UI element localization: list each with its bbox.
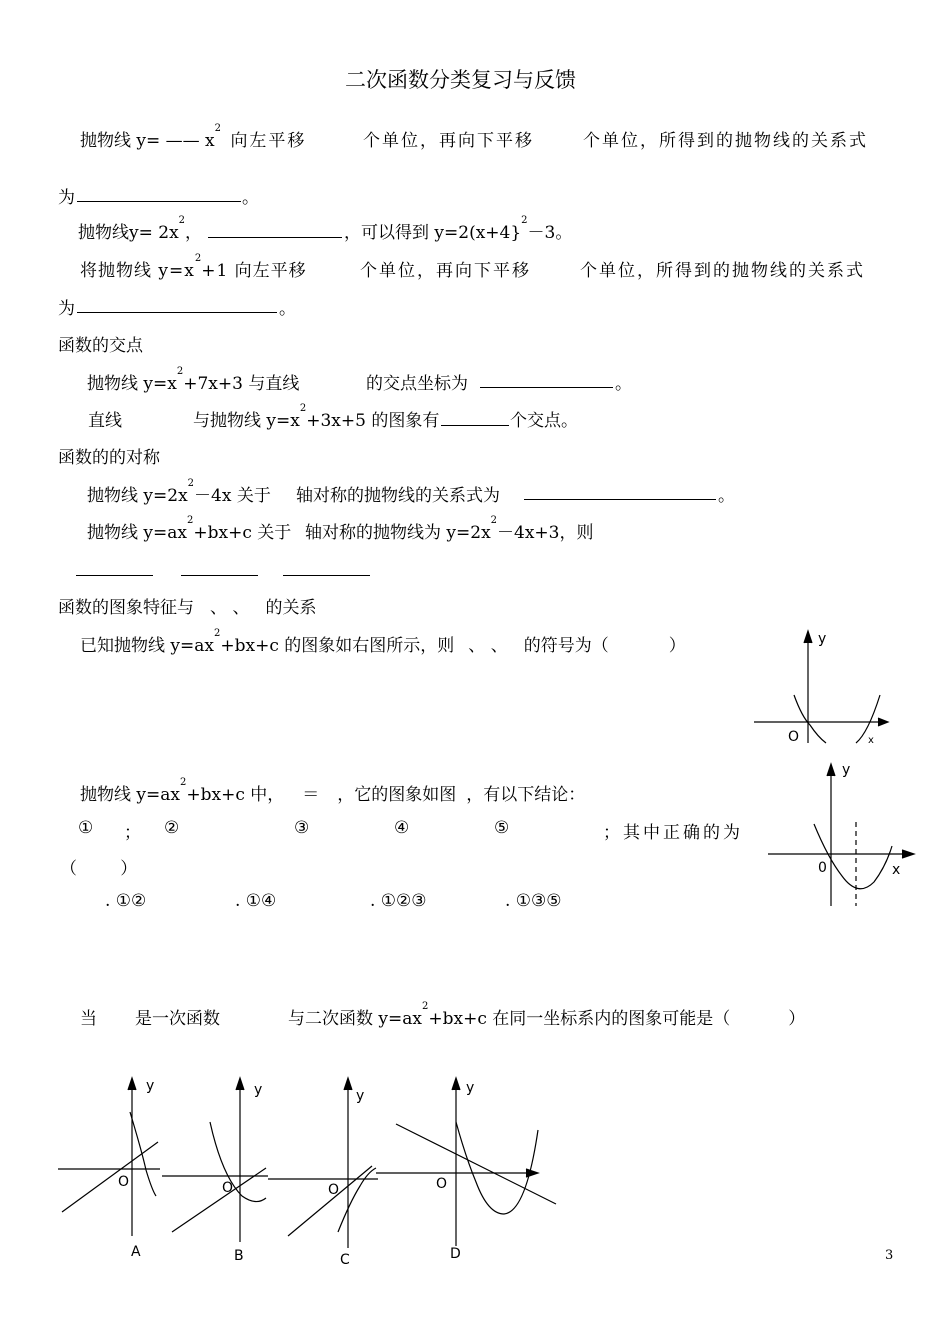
q8-label-x: x	[868, 735, 874, 746]
sec3-d: 的关系	[265, 598, 317, 618]
q10-text-a: 当	[80, 1009, 97, 1029]
q3-sup: 2	[194, 253, 202, 264]
graph-d-caption: D	[450, 1246, 461, 1262]
q9-label-x: x	[892, 862, 901, 878]
sec3-a: 函数的图象特征与	[58, 598, 194, 618]
q2-line	[78, 215, 203, 243]
q9-sup: 2	[179, 777, 187, 788]
q1-line2-end: 。	[242, 188, 259, 208]
graph-c-caption: C	[340, 1252, 350, 1268]
q9-item-5: ⑤	[494, 818, 510, 838]
graph-b-y-arrow-icon	[236, 1078, 244, 1090]
q5-answer-blank[interactable]	[441, 425, 509, 426]
graph-d-label-o: O	[436, 1176, 448, 1192]
q3-answer-blank[interactable]	[77, 312, 277, 313]
page-title: 二次函数分类复习与反馈	[345, 68, 576, 92]
q8-label-o: O	[788, 729, 800, 745]
q4-text-a: 抛物线 y=x	[87, 374, 177, 394]
q2-text-a: 抛物线y= 2x	[78, 223, 179, 243]
q9-option-a[interactable]: . ①②	[105, 891, 147, 911]
q2-text-c: ，可以得到 y=2(x+4}	[344, 223, 522, 243]
graph-b-label-y: y	[254, 1082, 263, 1098]
q7-sup: 2	[186, 515, 194, 526]
q10-sup: 2	[421, 1001, 429, 1012]
q9-option-b[interactable]: . ①④	[235, 891, 277, 911]
q8-text-c: 、	[468, 636, 477, 656]
q8-text-e: 的符号为（	[523, 636, 609, 656]
graph-b-caption: B	[234, 1248, 244, 1264]
page-number: 3	[885, 1248, 894, 1263]
q8-line	[80, 628, 686, 656]
section-heading-symmetry: 函数的的对称	[58, 448, 160, 468]
q9-text-b: +bx+c 中，	[186, 785, 285, 805]
q9-y-arrow-icon	[827, 764, 835, 776]
q1-text-a: 抛物线 y= —— x	[80, 131, 215, 151]
q10-line	[80, 1001, 806, 1029]
q10-text-b: 是一次函数	[135, 1009, 220, 1029]
q6-text-a: 抛物线 y=2x	[87, 486, 188, 506]
graph-a-label-y: y	[146, 1078, 155, 1094]
q2-sup2: 2	[521, 215, 528, 226]
q5-line	[193, 403, 440, 431]
q7-line	[87, 515, 292, 543]
graph-c-label-o: O	[328, 1182, 340, 1198]
graph-d-y-arrow-icon	[452, 1078, 460, 1090]
q4-text-b: +7x+3 与直线	[183, 374, 300, 394]
q9-item-4: ④	[394, 818, 410, 838]
q4-answer-blank[interactable]	[480, 387, 613, 388]
q4-text-c: 的交点坐标为	[366, 374, 468, 394]
q7-line-b	[305, 515, 594, 543]
q5-text-a: 直线	[88, 411, 122, 431]
section-heading-intersection: 函数的交点	[58, 336, 143, 356]
q1-text-b: 向左平移	[230, 131, 307, 151]
q9-label-zero: 0	[818, 860, 827, 876]
graph-b-line	[172, 1168, 266, 1232]
q9-text-e: ，有以下结论：	[466, 785, 586, 805]
q4-line	[87, 366, 300, 394]
q2-answer-blank[interactable]	[208, 237, 342, 238]
q1-line2: 为	[58, 188, 75, 208]
graph-b-parabola	[210, 1122, 266, 1202]
graph-b-label-o: O	[222, 1180, 234, 1196]
q7-blank-2[interactable]	[181, 575, 258, 576]
graph-a-caption: A	[131, 1244, 141, 1260]
q3-text-b: +1 向左平移	[201, 261, 307, 281]
q1-text-c: 个单位，再向下平移	[363, 131, 534, 151]
q6-end: 。	[718, 486, 735, 506]
q7-text-b: +bx+c 关于	[193, 523, 292, 543]
q6-answer-blank[interactable]	[524, 499, 716, 500]
graph-d-label-y: y	[466, 1080, 475, 1096]
q9-line	[80, 777, 586, 805]
q10-graph-c	[268, 1072, 380, 1272]
q10-graph-d	[376, 1072, 561, 1267]
graph-a-y-arrow-icon	[128, 1078, 136, 1090]
q6-sup: 2	[187, 478, 195, 489]
q9-item-tail: ；其中正确的为	[603, 823, 743, 843]
q5-sup: 2	[299, 403, 307, 414]
q7-text-d: －4x+3，则	[497, 523, 594, 543]
q8-label-y: y	[818, 631, 827, 647]
q9-option-d[interactable]: . ①③⑤	[505, 891, 562, 911]
q8-text-b: +bx+c 的图象如右图所示，则	[220, 636, 455, 656]
q10-graph-a	[58, 1072, 168, 1262]
q6-text-b: －4x 关于	[194, 486, 271, 506]
q2-text-b: ，	[185, 223, 203, 243]
q4-sup: 2	[176, 366, 184, 377]
q6-text-c: 轴对称的抛物线的关系式为	[296, 486, 500, 506]
graph-a-parabola	[130, 1112, 156, 1196]
q1-text-d: 个单位，所得到的抛物线的关系式	[583, 131, 868, 151]
q5-text-d: 个交点。	[510, 411, 578, 431]
sec3-b: 、	[210, 598, 219, 618]
q3-line1	[80, 253, 307, 281]
q9-x-arrow-icon	[902, 850, 914, 858]
graph-c-label-y: y	[356, 1088, 365, 1104]
q7-text-a: 抛物线 y=ax	[87, 523, 187, 543]
graph-d-parabola	[456, 1122, 538, 1214]
q1-sup: 2	[214, 123, 222, 134]
q10-text-c: 与二次函数 y=ax	[288, 1009, 422, 1029]
q3-line2: 为	[58, 299, 75, 319]
q9-graph	[768, 758, 918, 908]
q3-text-a: 将抛物线 y=x	[80, 261, 195, 281]
q7-sup2: 2	[490, 515, 498, 526]
q2-text-d: －3。	[527, 223, 573, 243]
graph-a-line	[62, 1142, 158, 1212]
q4-end: 。	[615, 374, 632, 394]
q9-text-d: ，它的图象如图	[337, 785, 457, 805]
q2-line-b	[344, 215, 573, 243]
q7-blank-1[interactable]	[76, 575, 153, 576]
q8-text-d: 、	[490, 636, 508, 656]
q9-item-sep: ；	[124, 823, 141, 843]
q10-graph-b	[162, 1072, 272, 1262]
graph-c-y-arrow-icon	[344, 1078, 352, 1090]
q2-sup: 2	[178, 215, 186, 226]
q8-text-f: ）	[668, 636, 686, 656]
q3-line2-end: 。	[279, 299, 296, 319]
q3-text-c: 个单位，再向下平移	[360, 261, 531, 281]
q6-line	[87, 478, 271, 506]
q9-item-2: ②	[164, 818, 180, 838]
q1-line1	[80, 123, 307, 151]
q7-blank-3[interactable]	[283, 575, 370, 576]
q8-graph	[750, 625, 900, 745]
q9-option-c[interactable]: . ①②③	[370, 891, 427, 911]
graph-d-x-arrow-icon	[526, 1169, 538, 1177]
q9-item-1: ①	[78, 818, 94, 838]
q5-text-c: +3x+5 的图象有	[306, 411, 440, 431]
q3-text-d: 个单位，所得到的抛物线的关系式	[580, 261, 865, 281]
q9-parabola	[814, 824, 892, 889]
q9-text-a: 抛物线 y=ax	[80, 785, 180, 805]
graph-c-parabola	[338, 1168, 376, 1232]
q7-text-c: 轴对称的抛物线为 y=2x	[305, 523, 491, 543]
q9-label-y: y	[842, 762, 851, 778]
q9-answer-paren[interactable]: （ ）	[60, 859, 138, 879]
section-heading-graph-features	[58, 593, 317, 618]
q5-text-b: 与抛物线 y=x	[193, 411, 300, 431]
q8-sup: 2	[213, 628, 221, 639]
q10-text-e: ）	[788, 1009, 806, 1029]
q8-x-arrow-icon	[878, 718, 888, 726]
graph-a-label-o: O	[118, 1174, 130, 1190]
q8-text-a: 已知抛物线 y=ax	[80, 636, 214, 656]
q10-text-d: +bx+c 在同一坐标系内的图象可能是（	[428, 1009, 731, 1029]
q8-y-arrow-icon	[804, 631, 812, 643]
graph-c-line	[288, 1166, 372, 1236]
q9-text-c: ＝	[302, 785, 320, 805]
q1-answer-blank[interactable]	[77, 201, 241, 202]
sec3-c: 、	[232, 598, 250, 618]
q9-item-3: ③	[294, 818, 310, 838]
